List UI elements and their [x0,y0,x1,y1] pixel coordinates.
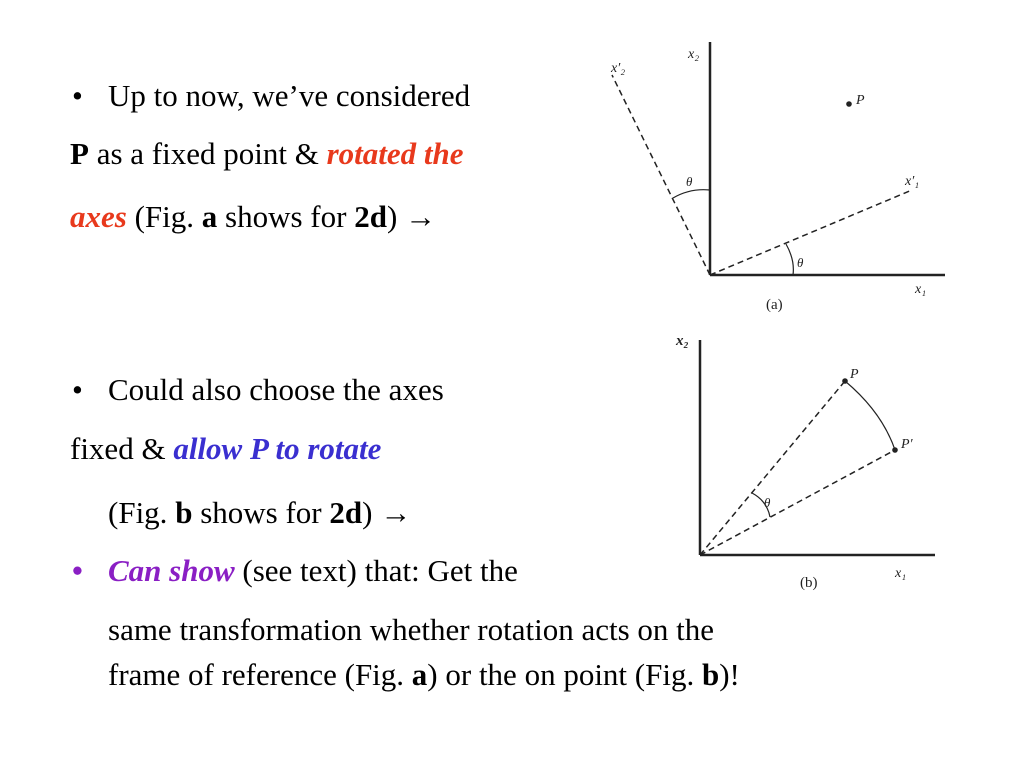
figure-a [612,42,945,275]
fig-b-theta-label: θ [764,495,771,510]
bullet-marker: • [72,372,83,407]
fig-b-rotation-arc [845,381,895,450]
point-p-bold: P [70,136,89,171]
fig-b-point-pp [892,447,898,453]
fig-a-ref: a [201,199,218,234]
fig-b-x2-label: x₂ [676,333,689,349]
close-exclaim: )! [719,657,740,692]
fig-b-point-p [842,378,848,384]
close-paren: ) [386,199,406,234]
figure-b [700,340,935,555]
can-show-emphasis: Can show [108,553,235,588]
fig-a-theta-arc-upper [673,190,710,198]
or-on-point-text: ) or the on point (Fig. [427,657,702,692]
fig-a-caption: (a) [766,297,783,313]
bullet-2-text: Could also choose the axes [108,372,444,407]
axes-emphasis: axes [70,199,127,234]
2d-bold: 2d [354,199,387,234]
fig-a-x1-rotated-axis [710,190,912,275]
fig-prefix: (Fig. [108,495,176,530]
fig-a-x2-label: x₂ [688,47,700,62]
fig-a-ref: a [411,657,428,692]
rotated-the-emphasis: rotated the [326,136,464,171]
frame-reference-text: frame of reference (Fig. [108,657,412,692]
right-arrow-icon: → [405,199,437,234]
fig-a-x1p-label: x′₁ [905,174,920,189]
fig-a-x1-label: x₁ [915,282,927,297]
bullet-1-line-2-text: as a fixed point & [88,136,327,171]
fig-b-p-label: P [850,367,859,382]
fig-a-theta-lower: θ [797,255,804,270]
2d-bold: 2d [329,495,363,530]
right-arrow-icon: → [380,495,412,530]
fixed-text: fixed & [70,431,174,466]
fig-b-pp-label: P′ [901,437,913,452]
fig-b-x1-label: x₁ [895,566,907,581]
fig-prefix: (Fig. [126,199,202,234]
shows-for-text: shows for [192,495,330,530]
bullet-3-text: (see text) that: Get the [234,553,518,588]
allow-p-rotate-emphasis: allow P to rotate [173,431,382,466]
bullet-marker: • [72,78,83,113]
fig-b-ref: b [701,657,720,692]
bullet-3-line-2-text: same transformation whether rotation acts on the [108,612,715,647]
fig-a-theta-upper: θ [686,174,693,189]
fig-b-ref: b [175,495,193,530]
fig-b-opp-line [700,450,895,555]
fig-a-p-label: P [856,93,865,108]
bullet-marker: • [72,553,83,588]
fig-a-x2p-label: x′₂ [611,61,626,76]
fig-a-point-p [846,101,852,107]
fig-b-op-line [700,381,845,555]
fig-a-x2-rotated-axis [612,75,710,275]
close-paren: ) [362,495,381,530]
fig-a-theta-arc-lower [786,244,793,275]
bullet-1-text: Up to now, we’ve considered [108,78,471,113]
fig-b-caption: (b) [800,575,818,591]
shows-for-text: shows for [217,199,355,234]
